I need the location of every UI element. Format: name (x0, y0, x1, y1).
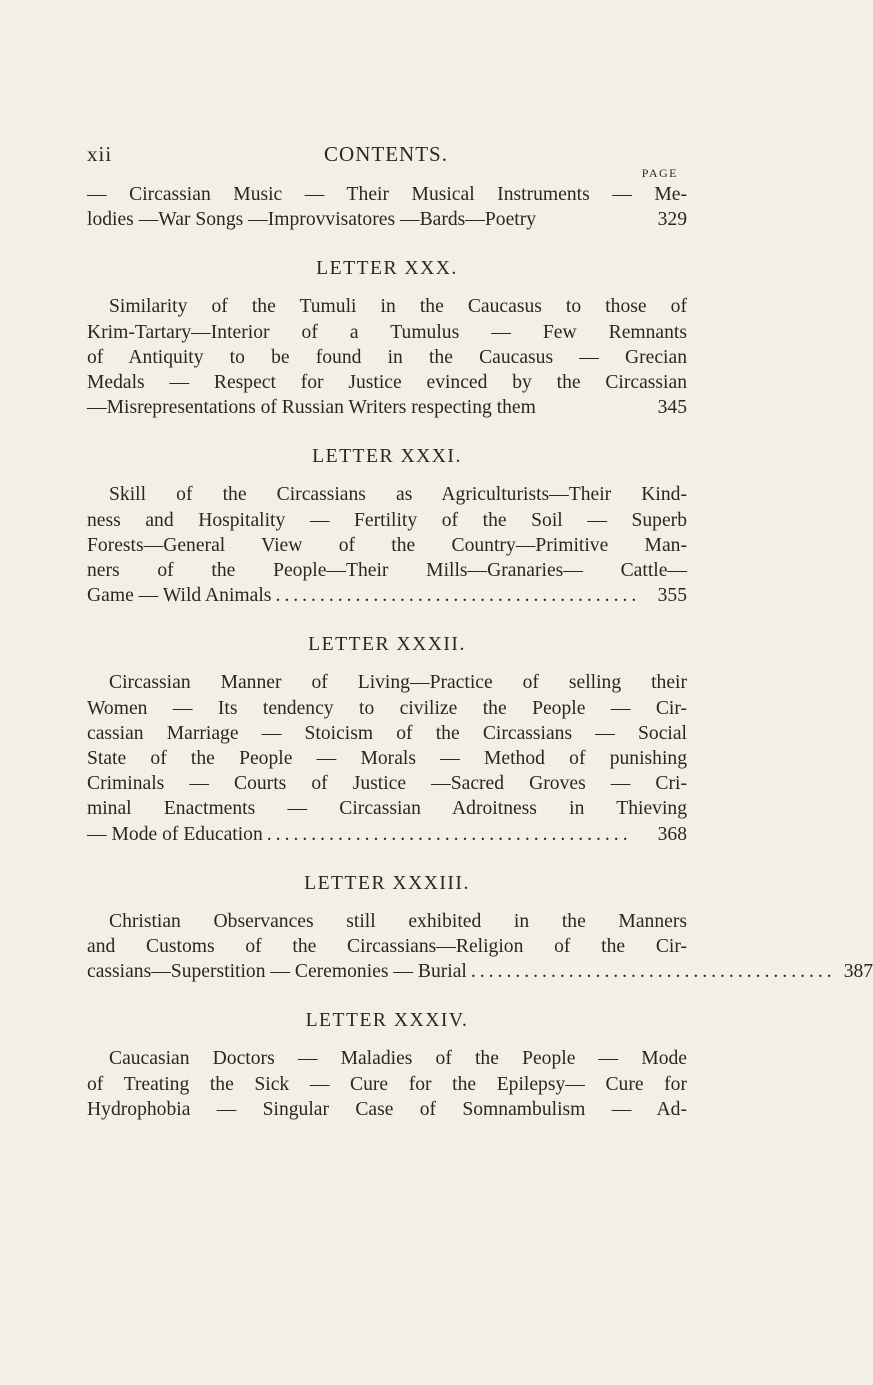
contents-body (87, 178, 873, 1122)
entry-page-number: 345 (657, 397, 687, 419)
letter-heading: LETTER XXXI. (312, 446, 462, 468)
entry-line: Circassian Manner of Living—Practice of selling their (109, 672, 687, 694)
letter-entry (87, 294, 687, 420)
entry-line: Forests—General View of the Country—Primitive Man- (87, 534, 687, 556)
entry-line: — Circassian Music — Their Musical Instruments — Me- (87, 184, 687, 205)
entry-line: Christian Observances still exhibited in the Manners (109, 910, 687, 932)
letter-heading: LETTER XXXIV. (305, 1010, 469, 1032)
entry-line: Hydrophobia — Singular Case of Somnambulism — Ad- (87, 1098, 687, 1120)
continuation-entry (87, 182, 687, 232)
entry-line-last: Game — Wild Animals ......................................... 355 (87, 583, 687, 608)
leader-dots: ......................................... (266, 823, 632, 845)
entry-line: Medals — Respect for Justice evinced by the Circassian (87, 372, 687, 394)
entry-line-last: — Mode of Education ......................................... 368 (87, 822, 687, 847)
page-title: CONTENTS. (324, 142, 448, 166)
letter-entry (87, 670, 687, 846)
entry-line: Women — Its tendency to civilize the People — Cir- (87, 697, 687, 719)
entry-line-last: cassians—Superstition — Ceremonies — Burial ......................................... 387 (87, 959, 687, 984)
entry-line: cassian Marriage — Stoicism of the Circassians — Social (87, 722, 687, 744)
entry-page-number: 368 (657, 823, 687, 845)
entry-page-number: 387 (843, 961, 873, 983)
letter-heading: LETTER XXXIII. (304, 872, 470, 894)
entry-line-last: —Misrepresentations of Russian Writers respecting them 345 (87, 395, 687, 420)
leader-dots: ......................................... (470, 961, 836, 983)
entry-line: of Treating the Sick — Cure for the Epilepsy— Cure for (87, 1073, 687, 1095)
entry-line: ness and Hospitality — Fertility of the Soil — Superb (87, 509, 687, 531)
entry-line-last: lodies —War Songs —Improvvisatores —Bards—Poetry 329 (87, 207, 687, 232)
entry-line: ners of the People—Their Mills—Granaries— Cattle— (87, 560, 687, 582)
letter-entry (87, 482, 687, 608)
entry-page-number: 355 (657, 585, 687, 607)
entry-line: Criminals — Courts of Justice —Sacred Groves — Cri- (87, 773, 687, 795)
entry-line: State of the People — Morals — Method of punishing (87, 748, 687, 770)
page-column-label: PAGE (641, 166, 678, 180)
entry-line: Caucasian Doctors — Maladies of the People — Mode (109, 1048, 687, 1070)
entry-line: of Antiquity to be found in the Caucasus — Grecian (87, 346, 687, 368)
letter-heading: LETTER XXX. (316, 258, 458, 280)
leader-dots: ......................................... (275, 585, 641, 607)
letter-entry (87, 1046, 687, 1122)
letter-heading: LETTER XXXII. (308, 634, 466, 656)
entry-line: Skill of the Circassians as Agriculturists—Their Kind- (109, 484, 687, 506)
entry-line: and Customs of the Circassians—Religion of the Cir- (87, 936, 687, 958)
entry-page-number: 329 (657, 209, 687, 231)
entry-line: Similarity of the Tumuli in the Caucasus to those of (109, 296, 687, 318)
entry-line: minal Enactments — Circassian Adroitness in Thieving (87, 798, 687, 820)
page-number: xii (87, 142, 113, 166)
letter-entry (87, 909, 873, 985)
entry-line: Krim-Tartary—Interior of a Tumulus — Few Remnants (87, 321, 687, 343)
